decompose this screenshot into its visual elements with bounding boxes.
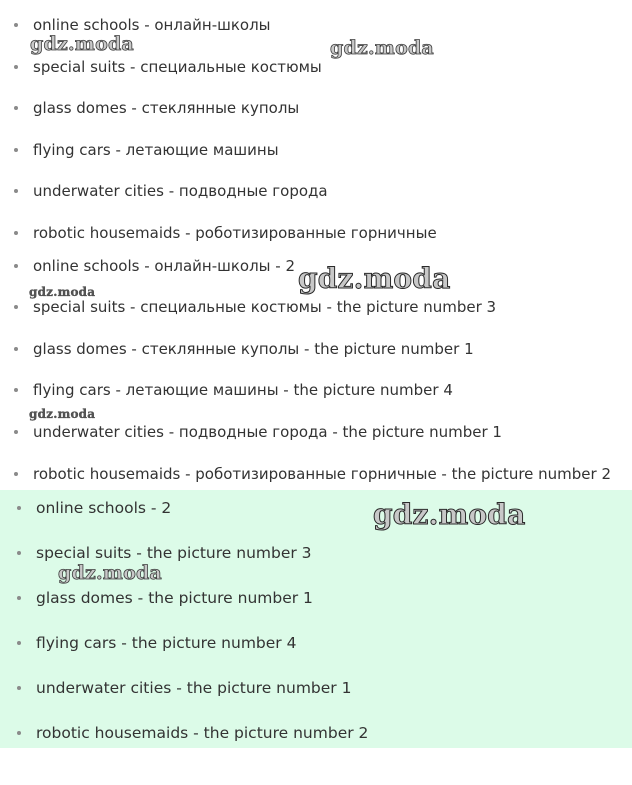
bullet-icon <box>17 551 21 555</box>
bullet-icon <box>14 264 18 268</box>
bullet-icon <box>14 472 18 476</box>
watermark-logo: gdz.moda <box>373 498 526 531</box>
bullet-icon <box>14 388 18 392</box>
bullet-icon <box>14 148 18 152</box>
bullet-icon <box>14 305 18 309</box>
bullet-icon <box>17 506 21 510</box>
bullet-icon <box>17 686 21 690</box>
watermark-logo: gdz.moda <box>30 33 134 55</box>
bullet-icon <box>14 65 18 69</box>
answers-highlight-box: online schools - 2 special suits - the picture number 3 glass domes - the picture number 1 flying cars - the picture number 4 underwater cities - the picture number 1 robotic housemaids - the picture number 2 <box>0 490 632 748</box>
bullet-icon <box>14 347 18 351</box>
bullet-icon <box>14 231 18 235</box>
watermark-logo: gdz.moda <box>298 262 451 295</box>
watermark-logo: gdz.moda <box>29 407 96 421</box>
bullet-icon <box>17 596 21 600</box>
bullet-icon <box>17 731 21 735</box>
watermark-logo: gdz.moda <box>330 37 434 59</box>
bullet-icon <box>14 23 18 27</box>
bullet-icon <box>14 430 18 434</box>
bullet-icon <box>14 106 18 110</box>
bullet-icon <box>14 189 18 193</box>
watermark-logo: gdz.moda <box>29 285 96 299</box>
bullet-icon <box>17 641 21 645</box>
watermark-logo: gdz.moda <box>58 562 162 584</box>
